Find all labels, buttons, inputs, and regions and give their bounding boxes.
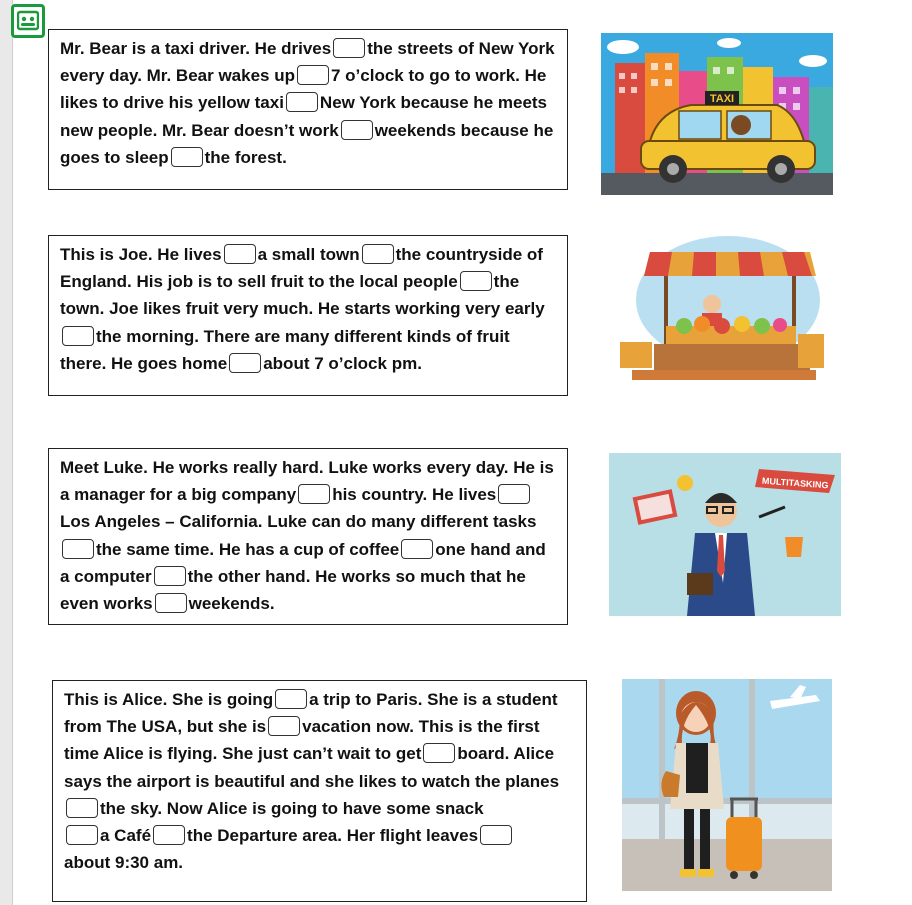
passage-4-text: This is Alice. She is going a trip to Paris. She is a student from The USA, but she is vacation now. This is the first time Alice is flying. She just can’t wait to get board. Alice says the airport is beautiful and she likes to watch the planesthe sky. Now Alice is going to have some snack a Café the Departure area. Her flight leaves about 9:30 am.: [64, 690, 560, 873]
answer-blank[interactable]: [268, 716, 300, 736]
answer-blank[interactable]: [62, 539, 94, 559]
svg-text:MULTITASKING: MULTITASKING: [761, 475, 829, 491]
answer-blank[interactable]: [333, 38, 365, 58]
answer-blank[interactable]: [153, 825, 185, 845]
answer-blank[interactable]: [229, 353, 261, 373]
answer-blank[interactable]: [297, 65, 329, 85]
answer-blank[interactable]: [401, 539, 433, 559]
answer-blank[interactable]: [286, 92, 318, 112]
multitasking-manager-illustration: [609, 453, 841, 616]
answer-blank[interactable]: [62, 326, 94, 346]
answer-blank[interactable]: [275, 689, 307, 709]
worksheet-app-icon[interactable]: [11, 4, 45, 38]
answer-blank[interactable]: [423, 743, 455, 763]
taxi-city-illustration: [601, 33, 833, 195]
passage-3-text: Meet Luke. He works really hard. Luke works every day. He is a manager for a big company his country. He livesLos Angeles – California. Luke can do many different tasksthe same time. He has a cup of coffee one hand and a computer the other hand. He works so much that he even works weekends.: [60, 458, 554, 614]
answer-blank[interactable]: [171, 147, 203, 167]
answer-blank[interactable]: [341, 120, 373, 140]
page-edge: [12, 0, 13, 905]
passage-3: [48, 448, 568, 625]
svg-text:TAXI: TAXI: [709, 93, 735, 105]
airport-traveler-illustration: [622, 679, 832, 891]
answer-blank[interactable]: [224, 244, 256, 264]
answer-blank[interactable]: [498, 484, 530, 504]
answer-blank[interactable]: [460, 271, 492, 291]
passage-1: [48, 29, 568, 190]
answer-blank[interactable]: [154, 566, 186, 586]
page-gutter: [0, 0, 12, 905]
answer-blank[interactable]: [155, 593, 187, 613]
answer-blank[interactable]: [66, 798, 98, 818]
passage-2-text: This is Joe. He lives a small town the countryside of England. His job is to sell fruit to the local people the town. Joe likes fruit very much. He starts working very earlythe morning. There are many different kinds of fruit there. He goes home about 7 o’clock pm.: [60, 245, 545, 373]
answer-blank[interactable]: [362, 244, 394, 264]
answer-blank[interactable]: [298, 484, 330, 504]
passage-4: [52, 680, 587, 902]
answer-blank[interactable]: [480, 825, 512, 845]
passage-2: [48, 235, 568, 396]
answer-blank[interactable]: [66, 825, 98, 845]
fruit-stall-illustration: [614, 230, 834, 393]
passage-1-text: Mr. Bear is a taxi driver. He drives the streets of New York every day. Mr. Bear wakes up 7 o’clock to go to work. He likes to drive his yellow taxi New York because he meets new people. Mr. Bear doesn’t work weekends because he goes to sleep the forest.: [60, 39, 555, 167]
